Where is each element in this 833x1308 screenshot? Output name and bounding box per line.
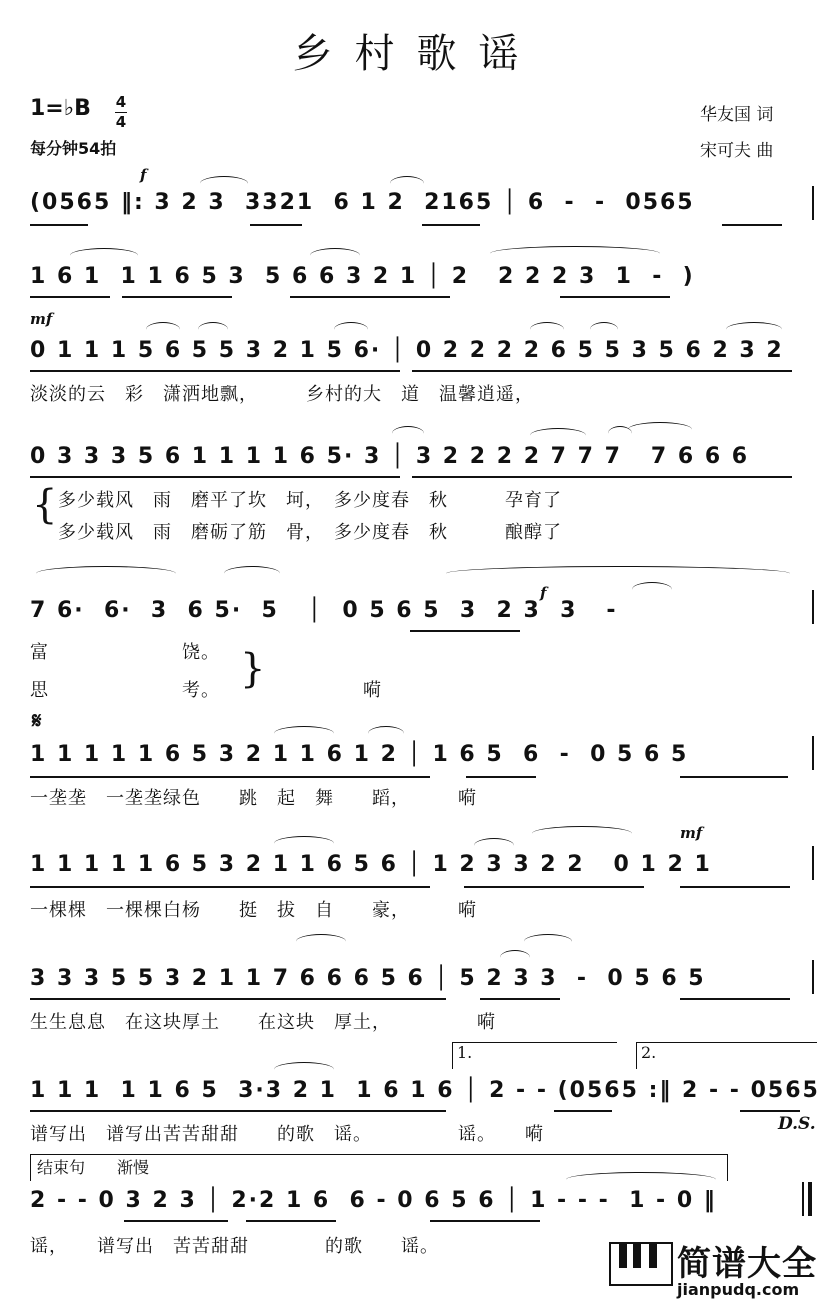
slur [392, 426, 424, 441]
underline [560, 296, 670, 298]
ending-box: 结束句 渐慢 [30, 1154, 728, 1181]
barline [812, 846, 814, 880]
underline [466, 776, 536, 778]
segno-sign: 𝄋 [32, 708, 42, 734]
lyrics-line-9: 谱写出 谱写出苦苦甜甜 的歌 谣。 谣。 嗬 [30, 1124, 544, 1145]
barline [802, 1182, 804, 1216]
notes-line-10: 2 - - 0 3 2 3 │ 2·2 1 6 6 - 0 6 5 6 │ 1 - - - 1 - 0 ‖ [30, 1188, 717, 1213]
underline [554, 1110, 612, 1112]
dynamic-f: f [140, 166, 147, 184]
notes-line-5: 7 6· 6· 3 6 5· 5 │ 0 5 6 5 3 2 3 3 - [30, 598, 618, 623]
final-barline [808, 1182, 812, 1216]
slur [70, 248, 138, 263]
slur [224, 566, 280, 581]
time-signature [115, 94, 127, 131]
notes-line-1: (0565 ‖: 3 2 3 3321 6 1 2 2165 │ 6 - - 0565 [30, 190, 695, 215]
notes-line-9: 1 1 1 1 1 6 5 3·3 2 1 1 6 1 6 │ 2 - - (0565 :‖ 2 - - 0565 [30, 1078, 820, 1103]
slur [446, 566, 790, 581]
piano-keys-icon [609, 1242, 673, 1286]
lyrics-line-7: 一棵棵 一棵棵白杨 挺 拔 自 豪， 嗬 [30, 900, 477, 921]
underline [422, 224, 480, 226]
slur [474, 838, 514, 853]
notes-line-3: 0 1 1 1 5 6 5 5 3 2 1 5 6· │ 0 2 2 2 2 6 5 5 3 5 6 2 3 2 [30, 338, 784, 363]
slur [36, 566, 176, 581]
slur [628, 422, 692, 437]
slur [200, 176, 248, 191]
underline [410, 630, 520, 632]
verse-brace-close: } [240, 646, 266, 692]
meter-bottom: 4 [115, 113, 127, 131]
underline [722, 224, 782, 226]
volta-2: 2. [636, 1042, 817, 1069]
dynamic-mf: mf [30, 310, 53, 328]
slur [368, 726, 404, 741]
notes-line-4: 0 3 3 3 5 6 1 1 1 1 6 5· 3 │ 3 2 2 2 2 7 7 7 7 6 6 6 [30, 444, 750, 469]
underline [480, 998, 560, 1000]
slur [146, 322, 180, 337]
site-watermark [609, 1236, 825, 1300]
watermark-url: jianpudq.com [677, 1280, 800, 1299]
slur [198, 322, 228, 337]
underline [430, 1220, 540, 1222]
lyrics-line-6: 一垄垄 一垄垄绿色 跳 起 舞 蹈， 嗬 [30, 788, 477, 809]
slur [566, 1172, 716, 1187]
underline [246, 1220, 336, 1222]
underline [680, 998, 790, 1000]
slur [310, 248, 360, 263]
underline [30, 998, 446, 1000]
slur [524, 934, 572, 949]
lyrics-line-5a: 富 饶。 [30, 642, 220, 663]
lyrics-line-5b: 思 考。 嗬 [30, 680, 382, 701]
slur [632, 582, 672, 597]
underline [30, 296, 110, 298]
underline [740, 1110, 800, 1112]
watermark-name: 简谱大全 [677, 1244, 817, 1284]
underline [30, 886, 430, 888]
barline [812, 736, 814, 770]
slur [390, 176, 424, 191]
underline [680, 886, 790, 888]
underline [412, 370, 792, 372]
dynamic-f: f [540, 584, 547, 602]
lyrics-line-3: 淡淡的云 彩 潇洒地飘， 乡村的大 道 温馨逍遥， [30, 384, 534, 405]
underline [412, 476, 792, 478]
dynamic-mf: mf [680, 824, 703, 842]
underline [30, 224, 88, 226]
lyrics-line-10: 谣， 谱写出 苦苦甜甜 的歌 谣。 [30, 1236, 439, 1257]
underline [290, 296, 450, 298]
slur [590, 322, 618, 337]
underline [124, 1220, 228, 1222]
barline [812, 960, 814, 994]
notes-line-7: 1 1 1 1 1 6 5 3 2 1 1 6 5 6 │ 1 2 3 3 2 2 0 1 2 1 [30, 852, 712, 877]
slur [530, 322, 564, 337]
slur [500, 950, 530, 965]
slur [274, 836, 334, 851]
notes-line-8: 3 3 3 5 5 3 2 1 1 7 6 6 6 5 6 │ 5 2 3 3 - 0 5 6 5 [30, 966, 706, 991]
song-title: 乡村歌谣 [292, 31, 541, 77]
slur [490, 246, 660, 261]
lyricist-credit: 华友国 词 [700, 105, 774, 125]
meter-top: 4 [115, 93, 127, 111]
underline [30, 370, 400, 372]
lyrics-line-4b: 多少载风 雨 磨砺了筋 骨， 多少度春 秋 酿醇了 [58, 522, 562, 543]
slur [726, 322, 782, 337]
composer-credit: 宋可夫 曲 [700, 141, 774, 161]
tempo-marking: 每分钟54拍 [30, 139, 117, 158]
barline [812, 186, 814, 220]
slur [274, 1062, 334, 1077]
notes-line-6: 1 1 1 1 1 6 5 3 2 1 1 6 1 2 │ 1 6 5 6 - 0 5 6 5 [30, 742, 689, 767]
volta-1: 1. [452, 1042, 617, 1069]
notes-line-2: 1 6 1 1 1 6 5 3 5 6 6 3 2 1 │ 2 2 2 2 3 1 - ) [30, 264, 695, 289]
lyrics-line-8: 生生息息 在这块厚土 在这块 厚土， 嗬 [30, 1012, 496, 1033]
underline [30, 476, 400, 478]
underline [250, 224, 302, 226]
underline [122, 296, 232, 298]
underline [30, 776, 430, 778]
verse-brace: { [32, 482, 58, 528]
underline [30, 1110, 446, 1112]
lyrics-line-4a: 多少载风 雨 磨平了坎 坷， 多少度春 秋 孕育了 [58, 490, 562, 511]
slur [334, 322, 368, 337]
key-signature: 1=♭B [30, 96, 91, 121]
slur [296, 934, 346, 949]
underline [680, 776, 788, 778]
slur [532, 826, 632, 841]
slur [274, 726, 334, 741]
barline [812, 590, 814, 624]
underline [464, 886, 644, 888]
slur [530, 428, 586, 443]
dal-segno: D.S. [778, 1114, 816, 1134]
